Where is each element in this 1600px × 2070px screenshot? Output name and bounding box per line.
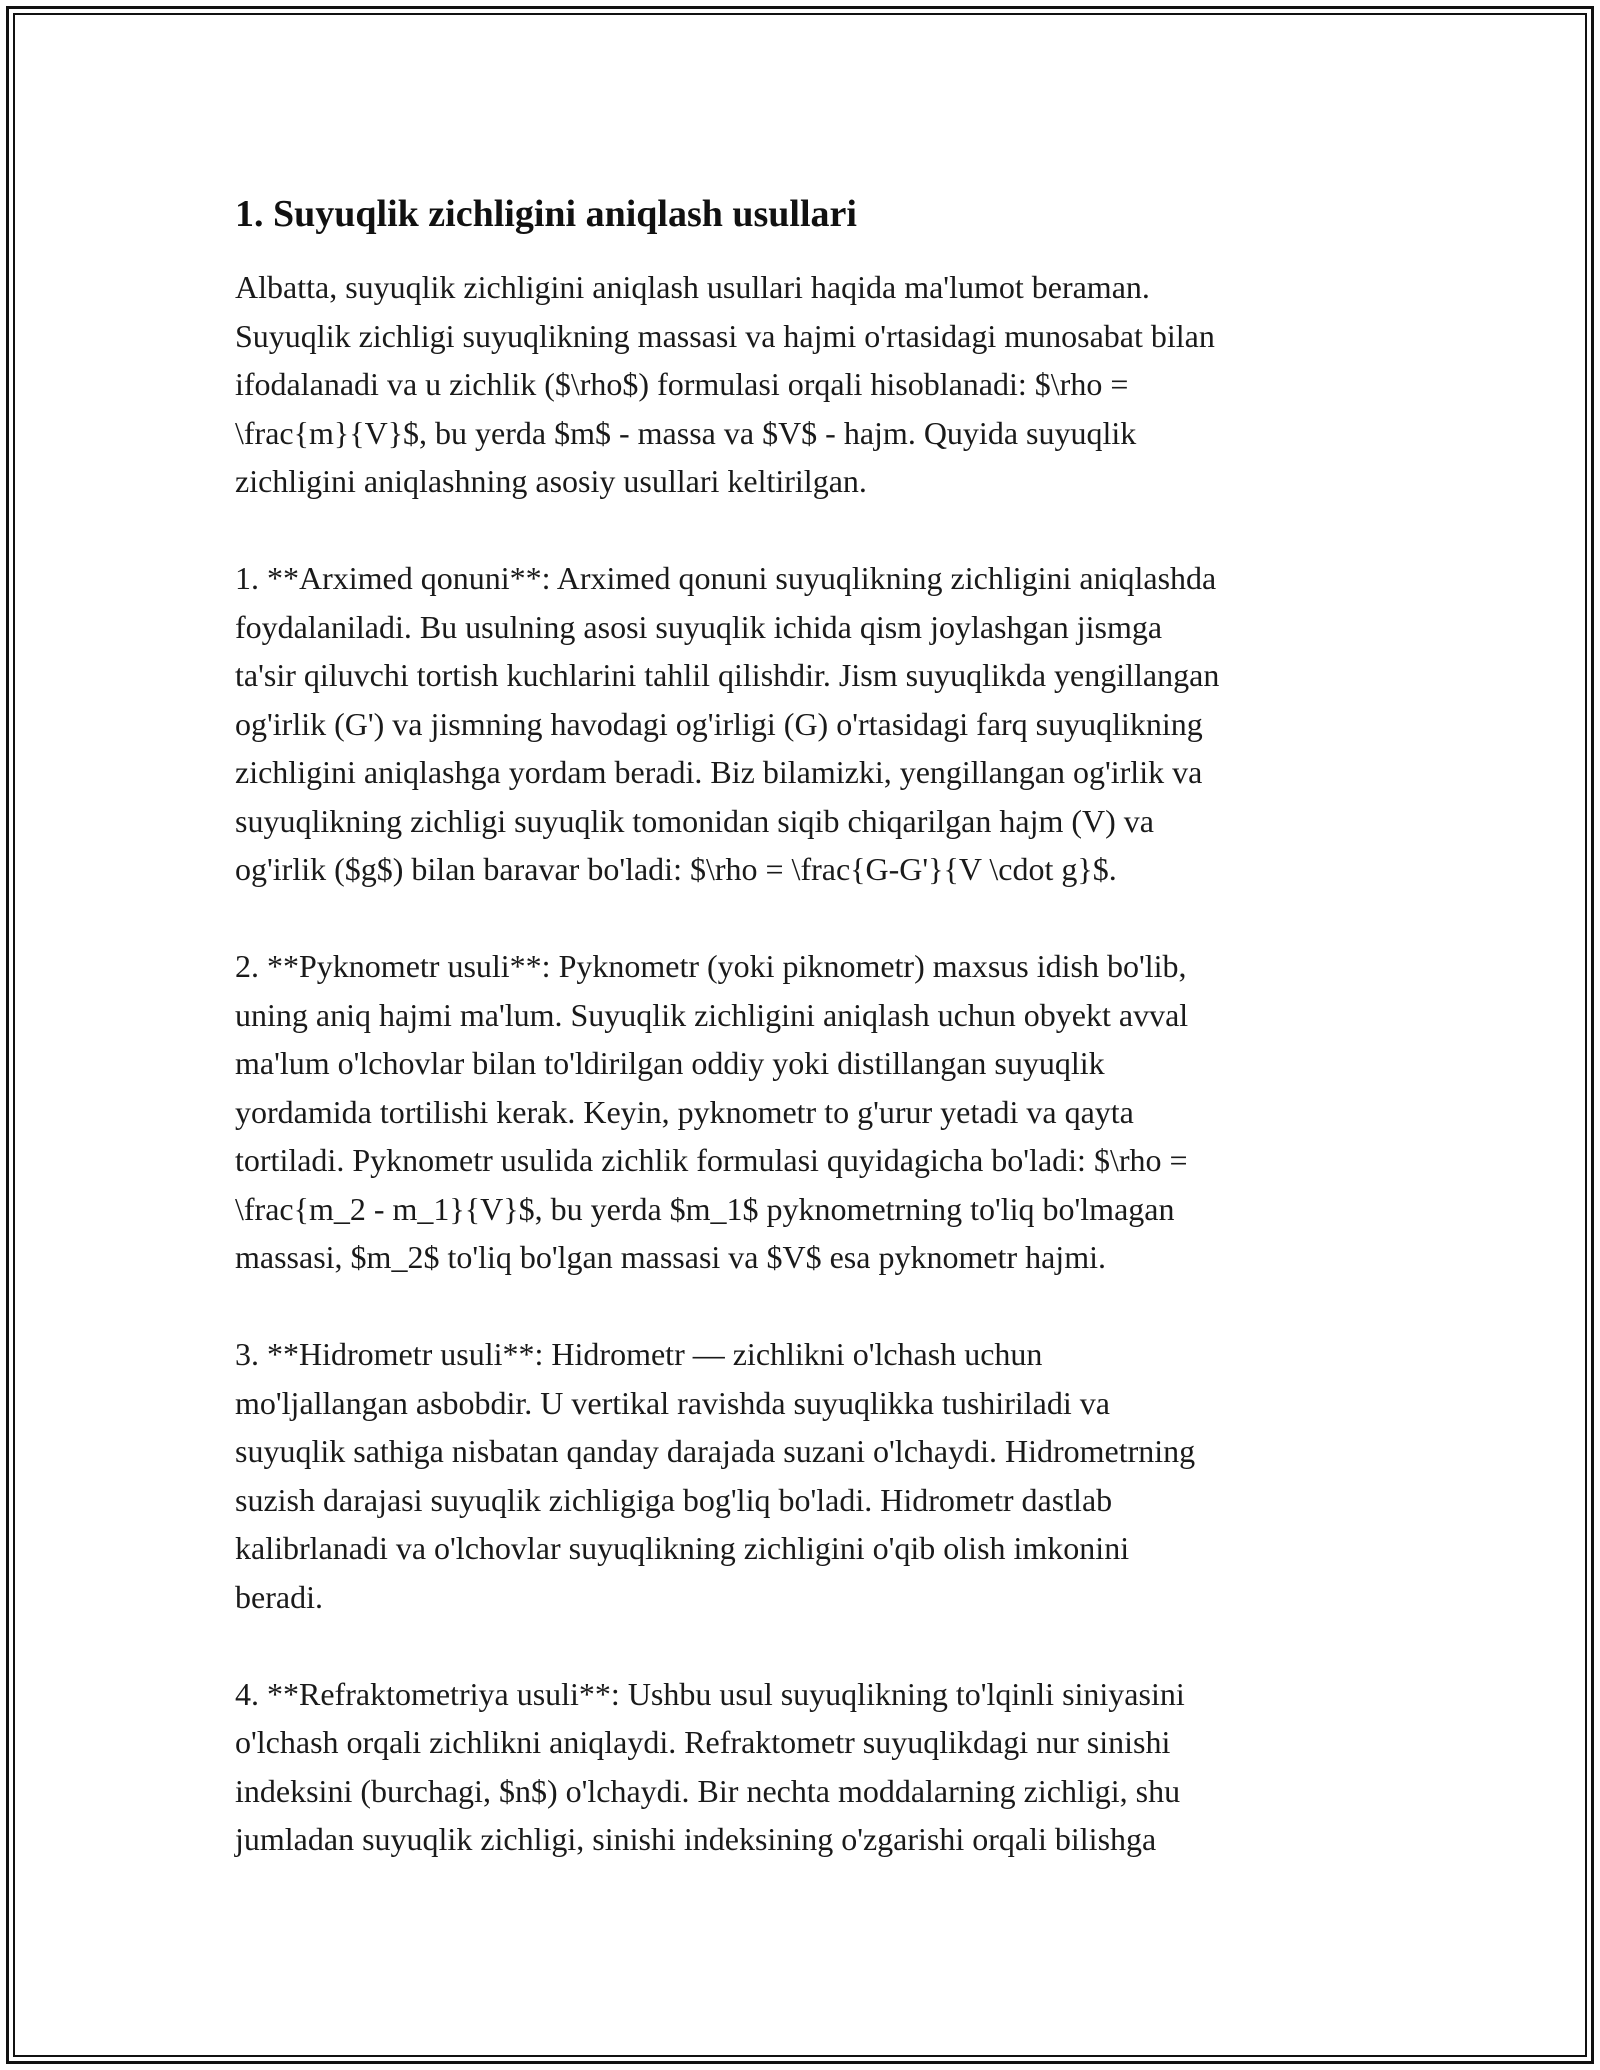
text-line: o'lchash orqali zichlikni aniqlaydi. Refraktometr suyuqlikdagi nur sinishi xyxy=(235,1724,1171,1760)
text-line: ma'lum o'lchovlar bilan to'ldirilgan oddiy yoki distillangan suyuqlik xyxy=(235,1045,1105,1081)
text-line: foydalaniladi. Bu usulning asosi suyuqlik ichida qism joylashgan jismga xyxy=(235,608,1163,645)
text-line: beradi. xyxy=(235,1578,323,1615)
document-body xyxy=(235,185,1385,1864)
paragraph xyxy=(235,942,1385,1282)
text-line: 2. **Pyknometr usuli**: Pyknometr (yoki piknometr) maxsus idish bo'lib, xyxy=(235,948,1187,984)
text-line: Albatta, suyuqlik zichligini aniqlash usullari haqida ma'lumot beraman. xyxy=(235,269,1150,305)
text-line: mo'ljallangan asbobdir. U vertikal ravishda suyuqlikka tushiriladi va xyxy=(235,1384,1110,1421)
text-line: ta'sir qiluvchi tortish kuchlarini tahlil qilishdir. Jism suyuqlikda yengillangan xyxy=(235,657,1220,693)
text-line: kalibrlanadi va o'lchovlar suyuqlikning zichligini o'qib olish imkonini xyxy=(235,1530,1130,1566)
text-line: zichligini aniqlashning asosiy usullari keltirilgan. xyxy=(235,463,867,499)
paragraph xyxy=(235,1330,1385,1621)
paragraph xyxy=(235,554,1385,894)
text-line: tortiladi. Pyknometr usulida zichlik formulasi quyidagicha bo'ladi: $\rho = xyxy=(235,1142,1188,1178)
text-line: suzish darajasi suyuqlik zichligiga bog'liq bo'ladi. Hidrometr dastlab xyxy=(235,1481,1113,1518)
text-line: \frac{m}{V}$, bu yerda $m$ - massa va $V$ - hajm. Quyida suyuqlik xyxy=(235,414,1137,451)
text-line: Suyuqlik zichligi suyuqlikning massasi va hajmi o'rtasidagi munosabat bilan xyxy=(235,317,1215,354)
paragraph-list xyxy=(235,263,1385,1864)
text-line: og'irlik (G') va jismning havodagi og'irligi (G) o'rtasidagi farq suyuqlikning xyxy=(235,705,1203,742)
section-heading: 1. Suyuqlik zichligini aniqlash usullari xyxy=(235,193,857,235)
text-line: jumladan suyuqlik zichligi, sinishi indeksining o'zgarishi orqali bilishga xyxy=(235,1821,1157,1857)
text-line: suyuqlikning zichligi suyuqlik tomonidan siqib chiqarilgan hajm (V) va xyxy=(235,802,1154,839)
text-line: 3. **Hidrometr usuli**: Hidrometr — zichlikni o'lchash uchun xyxy=(235,1336,1043,1372)
paragraph xyxy=(235,263,1385,506)
text-line: 4. **Refraktometriya usuli**: Ushbu usul suyuqlikning to'lqinli siniyasini xyxy=(235,1675,1185,1712)
text-line: massasi, $m_2$ to'liq bo'lgan massasi va $V$ esa pyknometr hajmi. xyxy=(235,1239,1106,1275)
text-line: og'irlik ($g$) bilan baravar bo'ladi: $\rho = \frac{G-G'}{V \cdot g}$. xyxy=(235,851,1117,887)
text-line: suyuqlik sathiga nisbatan qanday darajada suzani o'lchaydi. Hidrometrning xyxy=(235,1433,1196,1469)
text-line: yordamida tortilishi kerak. Keyin, pyknometr to g'urur yetadi va qayta xyxy=(235,1093,1134,1130)
text-line: \frac{m_2 - m_1}{V}$, bu yerda $m_1$ pyknometrning to'liq bo'lmagan xyxy=(235,1190,1175,1227)
text-line: zichligini aniqlashga yordam beradi. Biz bilamizki, yengillangan og'irlik va xyxy=(235,754,1203,790)
paragraph xyxy=(235,1670,1385,1864)
text-line: 1. **Arximed qonuni**: Arximed qonuni suyuqlikning zichligini aniqlashda xyxy=(235,560,1217,596)
text-line: uning aniq hajmi ma'lum. Suyuqlik zichligini aniqlash uchun obyekt avval xyxy=(235,996,1189,1033)
text-line: ifodalanadi va u zichlik ($\rho$) formulasi orqali hisoblanadi: $\rho = xyxy=(235,366,1129,402)
text-line: indeksini (burchagi, $n$) o'lchaydi. Bir nechta moddalarning zichligi, shu xyxy=(235,1772,1181,1809)
